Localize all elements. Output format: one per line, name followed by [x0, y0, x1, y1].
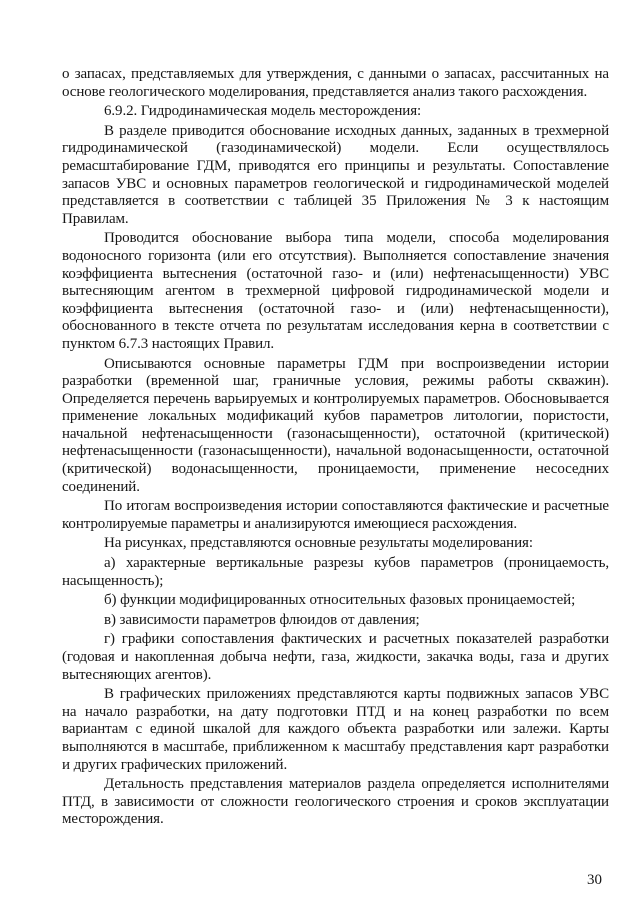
paragraph-figures-intro: На рисунках, представляются основные результаты моделирования: — [104, 535, 533, 552]
list-item-a: а) характерные вертикальные разрезы кубов параметров (проницаемость, насыщенность); — [62, 555, 609, 589]
list-item-b: б) функции модифицированных относительных фазовых проницаемостей; — [104, 592, 576, 609]
paragraph-detail-level: Детальность представления материалов раздела определяется исполнителями ПТД, в зависимости от сложности геологического строения и сроков эксплуатации месторождения. — [62, 776, 609, 828]
paragraph-model-type: Проводится обоснование выбора типа модели, способа моделирования водоносного горизонта (или его отсутствия). Выполняется сопоставление значения коэффициента вытеснения (остаточной газо- и (или) нефтенасыщенности) УВС вытесняющим агентом в трехмерной цифровой гидродинамической модели и коэффициента вытеснения (остаточной газо- и (или) нефтенасыщенности), обоснованного в тексте отчета по результатам исследования керна в соответствии с пунктом 6.7.3 настоящих Правил. — [62, 230, 609, 352]
paragraph-history-results: По итогам воспроизведения истории сопоставляются фактические и расчетные контролируемые параметры и анализируются имеющиеся расхождения. — [62, 498, 609, 532]
paragraph-continuation: о запасах, представляемых для утверждения, с данными о запасах, рассчитанных на основе геологического моделирования, представляется анализ такого расхождения. — [62, 66, 609, 100]
paragraph-history-matching: Описываются основные параметры ГДМ при воспроизведении истории разработки (временной шаг, граничные условия, режимы работы скважин). Определяется перечень варьируемых и контролируемых параметров. Обосновывается применение локальных модификаций кубов параметров литологии, пористости, начальной нефтенасыщенности (газонасыщенности), остаточной (критической) нефтенасыщенности (газонасыщенности), начальной водонасыщенности, остаточной (критической) водонасыщенности, проницаемости, применение несоседних соединений. — [62, 355, 609, 495]
paragraph-initial-data: В разделе приводится обоснование исходных данных, заданных в трехмерной гидродинамической (газодинамической) модели. Если осуществлялось ремасштабирование ГДМ, приводятся его принципы и результаты. Сопоставление запасов УВС и основных параметров геологической и гидродинамической моделей представляется в соответствии с таблицей 35 Приложения № 3 к настоящим Правилам. — [62, 122, 609, 227]
list-item-v: в) зависимости параметров флюидов от давления; — [104, 611, 420, 628]
page-number: 30 — [587, 872, 602, 888]
list-item-g: г) графики сопоставления фактических и расчетных показателей разработки (годовая и накопленная добыча нефти, газа, жидкости, закачка воды, газа и других вытесняющих агентов). — [62, 631, 609, 683]
body-text — [62, 66, 609, 831]
section-heading-6-9-2: 6.9.2. Гидродинамическая модель месторождения: — [104, 103, 422, 120]
paragraph-graphic-appendices: В графических приложениях представляются карты подвижных запасов УВС на начало разработки, на дату подготовки ПТД и на конец разработки по всем вариантам с единой шкалой для каждого объекта разработки или залежи. Карты выполняются в масштабе, приближенном к масштабу представления карт разработки и других графических приложений. — [62, 686, 609, 773]
